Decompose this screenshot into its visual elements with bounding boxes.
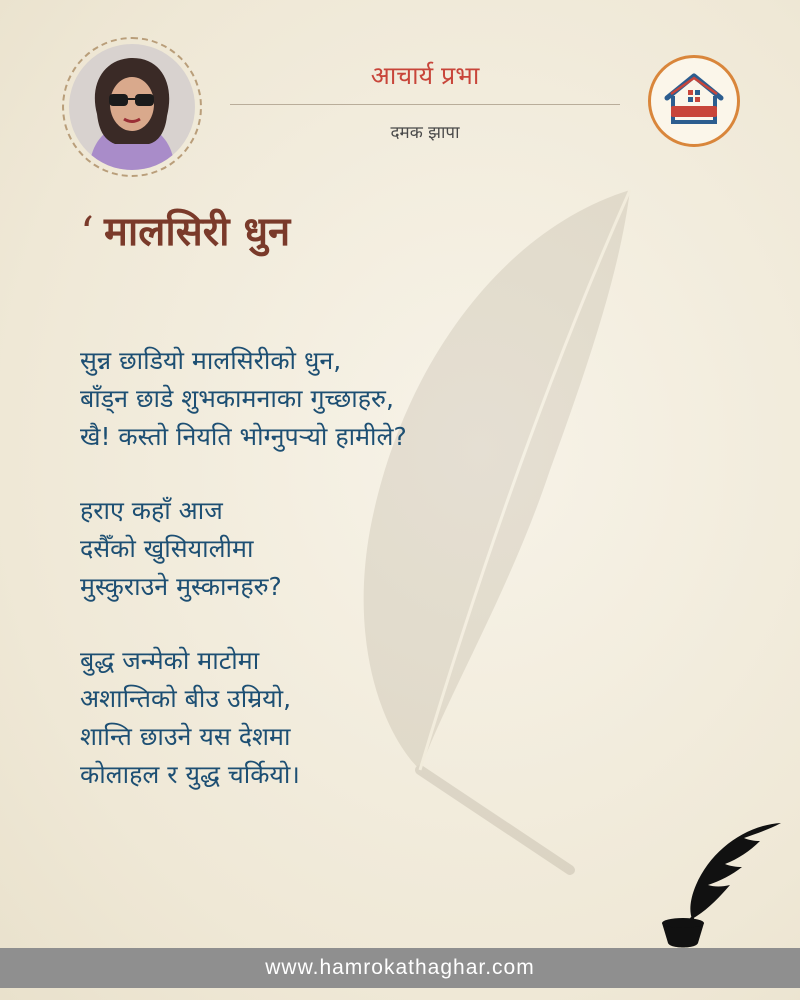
poem-line: हराए कहाँ आज (80, 496, 223, 525)
poem-line: कोलाहल र युद्ध चर्कियो। (80, 760, 300, 789)
stanza (80, 342, 680, 456)
author-name: आचार्य प्रभा (370, 61, 480, 90)
poem-line: बुद्ध जन्मेको माटोमा (80, 646, 260, 675)
quill-inkpot-icon (656, 815, 786, 955)
stanza (80, 492, 680, 606)
poem-line: दसैँको खुसियालीमा (80, 534, 254, 563)
stanza (80, 642, 680, 794)
website-link[interactable]: www.hamrokathaghar.com (265, 956, 535, 979)
poem-line: मुस्कुराउने मुस्कानहरु? (80, 572, 282, 601)
poem-line: बाँड्न छाडे शुभकामनाका गुच्छाहरु, (80, 384, 394, 413)
poem-line: खै! कस्तो नियति भोग्नुपऱ्यो हामीले? (80, 422, 407, 451)
title-quote-mark: ‘ (80, 208, 94, 259)
poem-title: मालसिरी धुन (104, 209, 291, 255)
footer-bar (0, 948, 800, 988)
poem-line: शान्ति छाउने यस देशमा (80, 722, 291, 751)
poem-line: अशान्तिको बीउ उम्रियो, (80, 684, 292, 713)
avatar (69, 44, 195, 170)
poem-body (80, 342, 680, 830)
header-divider (230, 104, 620, 105)
house-logo-icon (657, 64, 731, 138)
author-location: दमक झापा (390, 123, 460, 143)
poem-line: सुन्न छाडियो मालसिरीको धुन, (80, 346, 342, 375)
author-photo (69, 44, 195, 170)
